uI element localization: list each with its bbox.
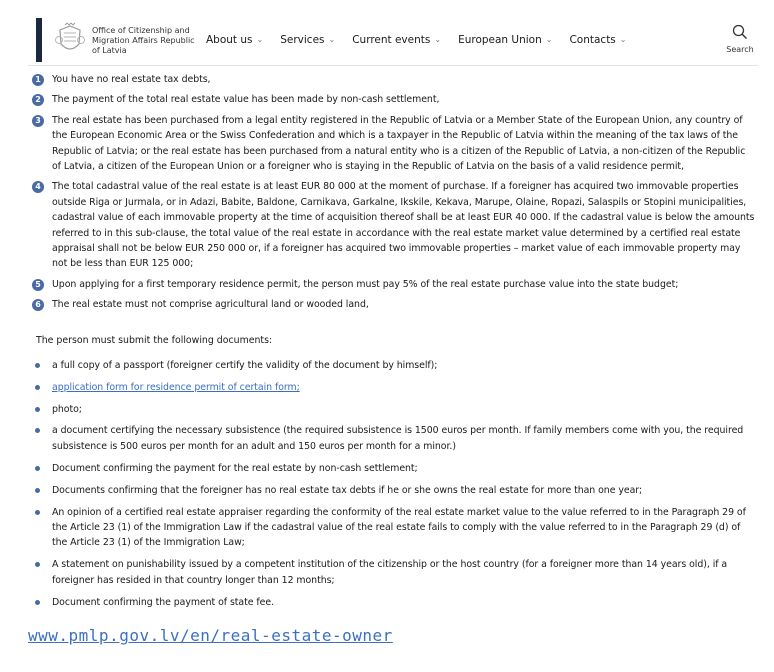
list-item-text: Upon applying for a first temporary residence permit, the person must pay 5% of the real estate purchase value into the state budget;	[52, 278, 679, 290]
nav-item-contacts[interactable]	[569, 34, 626, 46]
list-item-text: You have no real estate tax debts,	[52, 74, 211, 85]
bullet-icon	[35, 510, 40, 515]
main-content	[30, 72, 756, 616]
list-item	[30, 402, 756, 417]
number-badge: 1	[32, 74, 44, 86]
search-label: Search	[726, 45, 754, 54]
bullet-icon	[35, 600, 40, 605]
list-item	[30, 92, 756, 107]
list-item	[30, 505, 756, 551]
main-nav	[206, 34, 643, 46]
list-item-text: Documents confirming that the foreigner has no real estate tax debts if he or she owns the real estate for more than one year;	[52, 484, 643, 496]
conditions-list	[30, 72, 756, 313]
bullet-icon	[35, 428, 40, 433]
chevron-down-icon: ⌄	[434, 35, 442, 44]
list-item	[30, 72, 756, 87]
nav-label: About us	[206, 34, 253, 46]
site-header	[28, 14, 758, 66]
number-badge: 4	[32, 181, 44, 193]
nav-item-current-events[interactable]	[352, 34, 441, 46]
bullet-icon	[35, 466, 40, 471]
chevron-down-icon: ⌄	[256, 35, 264, 44]
list-item-text: Document confirming the payment for the real estate by non-cash settlement;	[52, 462, 418, 474]
nav-label: Services	[280, 34, 325, 46]
documents-intro: The person must submit the following documents:	[36, 334, 273, 346]
nav-label: Contacts	[569, 34, 616, 46]
list-item-text: a document certifying the necessary subsistence (the required subsistence is 1500 euros per month. If family members come with you, the required subsistence is 500 euros per month for an adult and 150 euros per month for a minor.)	[52, 425, 744, 452]
source-url-link[interactable]: www.pmlp.gov.lv/en/real-estate-owner	[28, 626, 393, 645]
number-badge: 3	[32, 115, 44, 127]
bullet-icon	[35, 488, 40, 493]
documents-list	[30, 358, 756, 610]
list-item-text: The total cadastral value of the real estate is at least EUR 80 000 at the moment of purchase. If a foreigner has acquired two immovable properties outside Riga or Jurmala, or in Adazi, Babite, Baldone, Carnikava, Garkalne, Ikskile, Kekava, Marupe, Olaine, Ropazi, Salaspils or Stopini municipalities, cadastral value of each immovable property at the time of acquisition thereof shall be at least EUR 40 000. If the cadastral value is below the amounts referred to in this sub-clause, the total value of the real estate in accordance with the real estate market value determined by a certified real estate appraisal shall not be below EUR 250 000 or, if a foreigner has acquired two immovable properties – market value of each immovable property may not be less than EUR 125 000;	[52, 181, 755, 270]
chevron-down-icon: ⌄	[619, 35, 627, 44]
list-item	[30, 113, 756, 175]
list-item	[30, 380, 756, 395]
list-item	[30, 557, 756, 588]
search-icon	[732, 24, 748, 40]
list-item	[30, 461, 756, 476]
list-item-text: A statement on punishability issued by a competent institution of the citizenship or the host country (for a foreigner more than 14 years old), if a foreigner has resided in that country longer than 12 months;	[52, 559, 728, 586]
search-button[interactable]	[722, 24, 758, 54]
list-item-text: The real estate has been purchased from a legal entity registered in the Republic of Latvia or a Member State of the European Union, any country of the European Economic Area or the Swiss Confederation and which is a taxpayer in the Republic of Latvia within the meaning of the tax laws of the Republic of Latvia; or the real estate has been purchased from a natural entity who is a citizen of the Republic of Latvia, a non-citizen of the Republic of Latvia, a citizen of the European Union or a foreigner who is staying in the Republic of Latvia on the basis of a valid residence permit,	[52, 114, 746, 173]
number-badge: 5	[32, 279, 44, 291]
list-item-text: a full copy of a passport (foreigner certify the validity of the document by himself);	[52, 359, 438, 371]
list-item-text: The payment of the total real estate value has been made by non-cash settlement,	[52, 94, 440, 106]
list-item-text: Document confirming the payment of state fee.	[52, 596, 275, 608]
nav-item-services[interactable]	[280, 34, 335, 46]
list-item	[30, 483, 756, 498]
list-item	[30, 297, 756, 312]
list-item-text: An opinion of a certified real estate appraiser regarding the conformity of the real estate market value to the value referred to in the Paragraph 29 of the Article 23 (1) of the Immigration Law if the cadastral value of the real estate fails to comply with the value referred to in the Paragraph 29 (d) of the Article 23 (1) of the Immigration Law;	[52, 506, 746, 549]
number-badge: 6	[32, 299, 44, 311]
coat-of-arms-logo[interactable]	[52, 22, 88, 58]
bullet-icon	[35, 385, 40, 390]
list-item-text: The real estate must not comprise agricultural land or wooded land,	[52, 299, 369, 311]
list-item	[30, 595, 756, 610]
list-item	[30, 277, 756, 292]
list-item	[30, 358, 756, 373]
chevron-down-icon: ⌄	[545, 35, 553, 44]
bullet-icon	[35, 562, 40, 567]
chevron-down-icon: ⌄	[328, 35, 336, 44]
bullet-icon	[35, 363, 40, 368]
nav-item-european-union[interactable]	[458, 34, 552, 46]
org-name: Office of Citizenship and Migration Affairs Republic of Latvia	[92, 26, 195, 55]
application-form-link[interactable]: application form for residence permit of certain form;	[52, 381, 300, 393]
nav-label: Current events	[352, 34, 431, 46]
list-item-text: photo;	[52, 403, 82, 415]
nav-item-about-us[interactable]	[206, 34, 263, 46]
bullet-icon	[35, 407, 40, 412]
nav-label: European Union	[458, 34, 542, 46]
number-badge: 2	[32, 94, 44, 106]
brand-bar	[36, 18, 42, 62]
list-item	[30, 423, 756, 454]
list-item	[30, 179, 756, 271]
